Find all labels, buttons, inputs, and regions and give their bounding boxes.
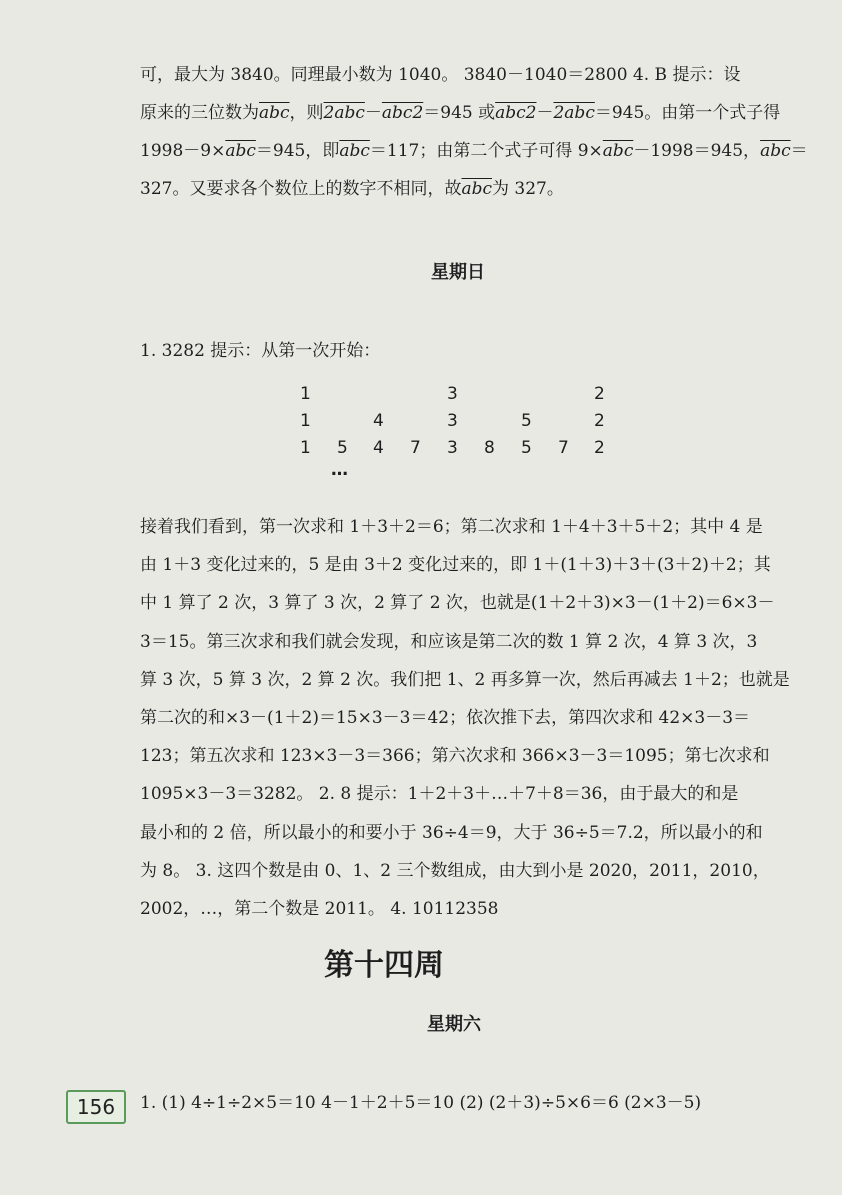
text-line <box>140 132 808 170</box>
text-span: － <box>364 103 382 123</box>
triangle-number: 5 <box>337 438 348 458</box>
triangle-ellipsis: … <box>331 460 348 480</box>
triangle-number: 8 <box>484 438 495 458</box>
text-line: 3＝15。第三次求和我们就会发现，和应该是第二次的数 1 算 2 次，4 算 3 次，3 <box>140 631 758 652</box>
text-span: ＝117；由第二个式子可得 9× <box>369 141 603 161</box>
overline-abc2: abc2 <box>381 103 424 123</box>
text-span: ＝945 或 <box>423 103 496 123</box>
text-span: 原来的三位数为 <box>140 103 259 123</box>
text-line: 为 8。 3. 这四个数是由 0、1、2 三个数组成，由大到小是 2020，2011，2010， <box>140 860 770 881</box>
last-line: 1. (1) 4÷1÷2×5＝10 4－1＋2＋5＝10 (2) (2＋3)÷5×6＝6 (2×3－5) <box>140 1093 702 1113</box>
triangle-number: 2 <box>594 438 605 458</box>
overline-abc: $\overline{abc}$ <box>602 141 634 161</box>
triangle-number: 1 <box>300 411 311 431</box>
heading-week: 第十四周 <box>324 948 444 983</box>
overline-abc: $\overline{abc}$ <box>339 141 370 161</box>
text-span: ＝945。由第一个式子得 <box>594 103 781 123</box>
triangle-number: 3 <box>447 411 458 431</box>
text-line: 算 3 次，5 算 3 次，2 算 2 次。我们把 1、2 再多算一次，然后再减去 1＋2；也就是 <box>140 669 790 690</box>
overline-abc: $\overline{abc}$ <box>225 141 256 161</box>
text-span: － <box>536 103 554 123</box>
triangle-number: 2 <box>594 411 605 431</box>
page-number: 156 <box>66 1090 126 1124</box>
overline-abc: $\overline{abc}$ <box>760 141 791 161</box>
text-span: ，则 <box>289 103 324 123</box>
triangle-number: 4 <box>373 438 384 458</box>
text-line: 由 1＋3 变化过来的，5 是由 3＋2 变化过来的，即 1＋(1＋3)＋3＋(3＋2)＋2；其 <box>140 555 771 576</box>
overline-abc: $\overline{abc}$ <box>259 103 290 123</box>
text-line: 最小和的 2 倍，所以最小的和要小于 36÷4＝9，大于 36÷5＝7.2，所以最小的和 <box>140 822 763 843</box>
text-span: ＝945，即 <box>255 141 340 161</box>
text-line: 中 1 算了 2 次，3 算了 3 次，2 算了 2 次，也就是(1＋2＋3)×3－(1＋2)＝6×3－ <box>140 593 775 614</box>
text-line: 接着我们看到，第一次求和 1＋3＋2＝6；第二次求和 1＋4＋3＋5＋2；其中 4 是 <box>140 517 763 537</box>
triangle-number: 4 <box>373 411 384 431</box>
text-line: 1095×3－3＝3282。 2. 8 提示：1＋2＋3＋…＋7＋8＝36，由于最大的和是 <box>140 784 739 805</box>
triangle-number: 5 <box>521 438 532 458</box>
middle-paragraph <box>140 508 790 928</box>
heading-sunday: 星期日 <box>431 262 485 283</box>
text-span: －1998＝945， <box>633 141 761 161</box>
triangle-number: 3 <box>447 438 458 458</box>
heading-saturday: 星期六 <box>427 1014 481 1035</box>
triangle-number: 1 <box>300 438 311 458</box>
question-1-line: 1. 3282 提示：从第一次开始： <box>140 341 381 361</box>
text-line: 123；第五次求和 123×3－3＝366；第六次求和 366×3－3＝1095；第七次求和 <box>140 746 770 767</box>
text-line <box>140 170 764 208</box>
text-line: 2002，…，第二个数是 2011。 4. 10112358 <box>140 899 499 920</box>
text-line: 第二次的和×3－(1＋2)＝15×3－3＝42；依次推下去，第四次求和 42×3－3＝ <box>140 708 751 729</box>
overline-2abc: 2abc <box>553 103 595 123</box>
overline-abc2: abc2 <box>495 103 537 123</box>
triangle-number: 1 <box>300 384 311 404</box>
text-line: 可，最大为 3840。同理最小数为 1040。 3840－1040＝2800 4. B 提示：设 <box>140 65 741 85</box>
triangle-number: 3 <box>447 384 458 404</box>
overline-2abc: 2abc <box>323 103 365 123</box>
triangle-number: 5 <box>521 411 532 431</box>
triangle-number: 2 <box>594 384 605 404</box>
overline-abc: $\overline{abc}$ <box>461 179 492 199</box>
text-line <box>140 94 781 132</box>
text-span: 为 327。 <box>492 179 564 199</box>
text-span: 1998－9× <box>140 141 226 161</box>
text-span: ＝ <box>790 141 808 161</box>
top-paragraph <box>140 56 808 208</box>
triangle-number: 7 <box>558 438 569 458</box>
text-span: 327。又要求各个数位上的数字不相同，故 <box>140 179 462 199</box>
triangle-number: 7 <box>410 438 421 458</box>
